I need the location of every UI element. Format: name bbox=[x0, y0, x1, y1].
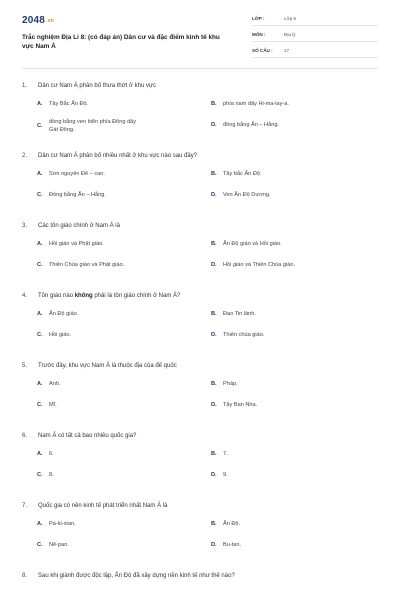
question-item bbox=[0, 428, 400, 498]
option-text: 7. bbox=[223, 451, 228, 457]
question-text: Các tôn giáo chính ở Nam Á là bbox=[38, 223, 120, 229]
emphasis-word: không bbox=[74, 293, 93, 299]
option-text: Tây Ban Nha. bbox=[223, 402, 258, 408]
meta-value: 17 bbox=[284, 48, 290, 53]
question-number: 1. bbox=[22, 83, 28, 89]
answer-option-a[interactable]: A. 6. bbox=[37, 450, 207, 458]
question-stem bbox=[22, 362, 372, 370]
question-number: 8. bbox=[22, 573, 28, 579]
option-text: Mĩ. bbox=[49, 402, 57, 408]
answer-option-d[interactable]: D. Tây Ban Nha. bbox=[211, 401, 381, 409]
option-text: 9. bbox=[223, 472, 228, 478]
option-text: Nê-pan. bbox=[49, 542, 69, 548]
option-text: Ấn Độ. bbox=[223, 521, 241, 527]
question-number: 6. bbox=[22, 433, 28, 439]
question-stem bbox=[22, 572, 372, 580]
question-stem bbox=[22, 222, 372, 230]
question-stem bbox=[22, 502, 372, 510]
option-text: Ấn Độ giáo. bbox=[49, 311, 79, 317]
answer-option-c[interactable]: C. Nê-pan. bbox=[37, 541, 207, 549]
option-text: Bu-tan. bbox=[223, 542, 242, 548]
option-text: Đồng bằng Ấn – Hằng. bbox=[49, 192, 106, 198]
question-stem bbox=[22, 432, 372, 440]
answer-option-d[interactable]: D. Hồi giáo và Thiên Chúa giáo. bbox=[211, 261, 381, 269]
meta-row-count bbox=[252, 46, 378, 58]
option-text: Sơn nguyên Đê – can. bbox=[49, 171, 105, 177]
answer-option-a[interactable]: A. Ấn Độ giáo. bbox=[37, 310, 207, 318]
question-stem bbox=[22, 82, 372, 90]
question-item bbox=[0, 78, 400, 148]
answer-option-c[interactable]: C. Đồng bằng Ấn – Hằng. bbox=[37, 191, 207, 199]
option-text: Pháp. bbox=[223, 381, 238, 387]
option-text: Anh. bbox=[49, 381, 61, 387]
document-header bbox=[0, 0, 400, 64]
header-divider bbox=[22, 68, 378, 69]
option-text: Pa-ki-xtan. bbox=[49, 521, 76, 527]
option-text: đồng bằng Ấn – Hằng. bbox=[223, 122, 279, 128]
option-text: 6. bbox=[49, 451, 54, 457]
answer-option-d[interactable]: D. Thiên chúa giáo. bbox=[211, 331, 381, 339]
answer-option-c[interactable]: C. Thiên Chúa giáo và Phật giáo. bbox=[37, 261, 207, 269]
question-text: Quốc gia có nền kinh tế phát triển nhất Nam Á là bbox=[38, 503, 168, 509]
question-number: 5. bbox=[22, 363, 28, 369]
answer-option-a[interactable]: A. Sơn nguyên Đê – can. bbox=[37, 170, 207, 178]
answer-option-b[interactable]: B. Đạo Tin lành. bbox=[211, 310, 381, 318]
question-text: Dân cư Nam Á phân bố thưa thớt ở khu vực bbox=[38, 83, 156, 89]
meta-value: Lớp 8 bbox=[284, 16, 296, 21]
option-text: Thiên Chúa giáo và Phật giáo. bbox=[49, 262, 125, 268]
answer-option-d[interactable]: D. đồng bằng Ấn – Hằng. bbox=[211, 121, 381, 129]
option-text: Tây bắc Ấn Độ. bbox=[223, 171, 262, 177]
question-number: 7. bbox=[22, 503, 28, 509]
answer-option-b[interactable]: B. Tây bắc Ấn Độ. bbox=[211, 170, 381, 178]
question-item bbox=[0, 288, 400, 358]
question-number: 3. bbox=[22, 223, 28, 229]
document-title: Trắc nghiệm Địa Lí 8: (có đáp án) Dân cư và đặc điểm kinh tế khu vực Nam Á bbox=[22, 34, 220, 50]
question-item bbox=[0, 218, 400, 288]
answer-option-a[interactable]: A. Anh. bbox=[37, 380, 207, 388]
answer-option-a[interactable]: A. Pa-ki-xtan. bbox=[37, 520, 207, 528]
option-text: Thiên chúa giáo. bbox=[223, 332, 265, 338]
meta-label: MÔN : bbox=[252, 32, 266, 37]
question-text: Trước đây, khu vực Nam Á là thuộc địa của đế quốc bbox=[38, 363, 177, 369]
question-list bbox=[0, 78, 400, 600]
meta-label: LỚP : bbox=[252, 16, 265, 21]
question-item bbox=[0, 148, 400, 218]
option-text: Hồi giáo và Thiên Chúa giáo. bbox=[223, 262, 296, 268]
answer-option-d[interactable]: D. 9. bbox=[211, 471, 381, 479]
option-text: Ven Ấn Độ Dương. bbox=[223, 192, 271, 198]
answer-option-d[interactable]: D. Ven Ấn Độ Dương. bbox=[211, 191, 381, 199]
question-text: Nam Á có tất cả bao nhiêu quốc gia? bbox=[38, 433, 137, 439]
meta-row-subject bbox=[252, 30, 378, 42]
meta-value: Địa lý bbox=[284, 32, 296, 37]
option-text: đồng bằng ven biển phía Đông dãy Gát Đông. bbox=[49, 119, 137, 133]
question-stem bbox=[22, 152, 372, 160]
site-logo[interactable] bbox=[22, 15, 54, 26]
question-item bbox=[0, 568, 400, 600]
answer-option-c[interactable]: C. Mĩ. bbox=[37, 401, 207, 409]
option-text: Ấn Độ giáo và Hồi giáo. bbox=[223, 241, 282, 247]
question-stem bbox=[22, 292, 372, 300]
question-number: 4. bbox=[22, 293, 28, 299]
answer-option-d[interactable]: D. Bu-tan. bbox=[211, 541, 381, 549]
answer-option-b[interactable]: B. phía nam dãy Hi-ma-lay-a. bbox=[211, 100, 381, 108]
answer-option-b[interactable]: B. 7. bbox=[211, 450, 381, 458]
meta-label: SỐ CÂU : bbox=[252, 48, 273, 53]
answer-option-b[interactable]: B. Ấn Độ giáo và Hồi giáo. bbox=[211, 240, 381, 248]
answer-option-a[interactable]: A. Hồi giáo và Phật giáo. bbox=[37, 240, 207, 248]
option-text: Đạo Tin lành. bbox=[223, 311, 256, 317]
answer-option-c[interactable]: C. Hồi giáo. bbox=[37, 331, 207, 339]
question-item bbox=[0, 498, 400, 568]
answer-option-c[interactable]: C. 8. bbox=[37, 471, 207, 479]
answer-option-b[interactable]: B. Ấn Độ. bbox=[211, 520, 381, 528]
question-number: 2. bbox=[22, 153, 28, 159]
question-text: Dân cư Nam Á phân bố nhiều nhất ở khu vực nào sau đây? bbox=[38, 153, 198, 159]
option-text: Hồi giáo. bbox=[49, 332, 72, 338]
option-text: Hồi giáo và Phật giáo. bbox=[49, 241, 104, 247]
question-text: Tôn giáo nào không phải là tôn giáo chính ở Nam Á? bbox=[38, 293, 181, 299]
question-text: Sau khi giành được độc lập, Ấn Độ đã xây dựng nền kinh tế như thế nào? bbox=[38, 573, 235, 579]
answer-option-b[interactable]: B. Pháp. bbox=[211, 380, 381, 388]
option-text: 8. bbox=[49, 472, 54, 478]
answer-option-a[interactable]: A. Tây Bắc Ấn Độ. bbox=[37, 100, 207, 108]
meta-row-class bbox=[252, 14, 378, 26]
question-item bbox=[0, 358, 400, 428]
option-text: Tây Bắc Ấn Độ. bbox=[49, 101, 89, 107]
logo-suffix: .vn bbox=[46, 18, 54, 24]
logo-main: 2048 bbox=[22, 15, 46, 26]
meta-info bbox=[252, 14, 378, 62]
answer-option-c[interactable]: C. đồng bằng ven biển phía Đông dãy Gát Đông. bbox=[37, 119, 137, 133]
option-text: phía nam dãy Hi-ma-lay-a. bbox=[223, 101, 289, 107]
